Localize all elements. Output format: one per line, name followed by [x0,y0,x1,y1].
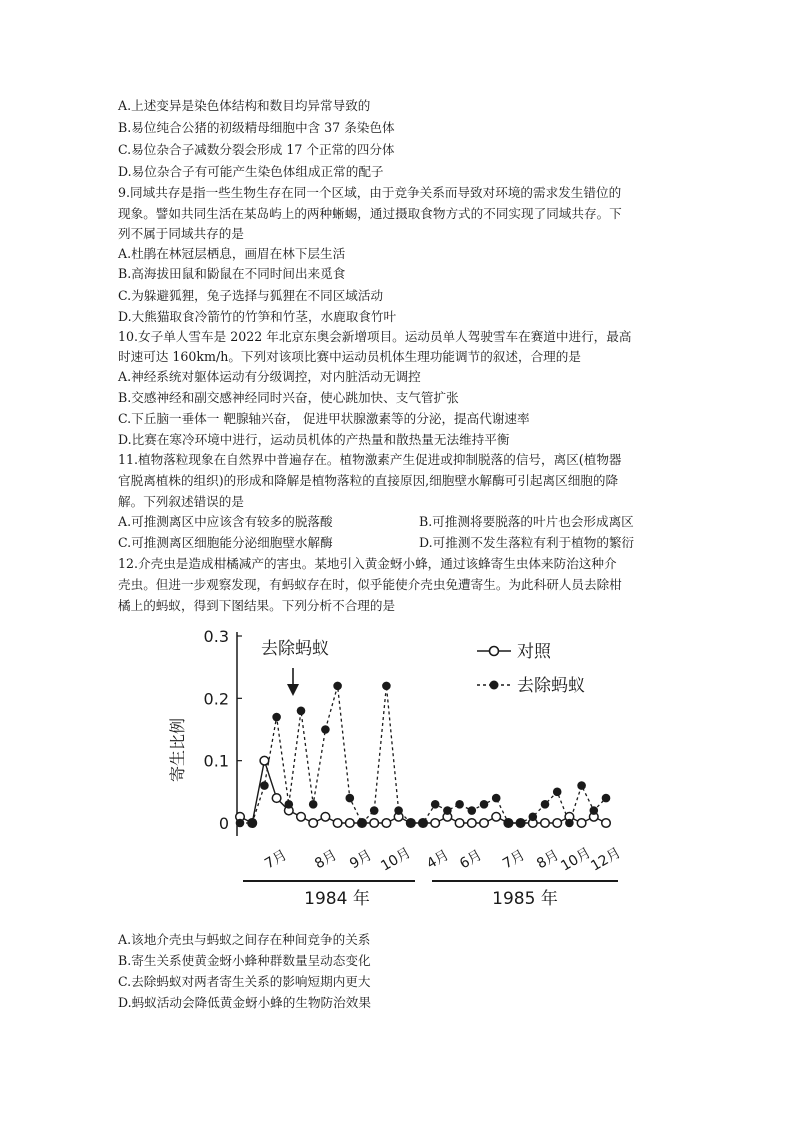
data-point-control [431,819,440,828]
text-line: 9.同域共存是指一些生物生存在同一个区域，由于竞争关系而导致对环境的需求发生错位的 [118,185,622,200]
data-point-removed [516,819,525,828]
text-line: 11.植物落粒现象在自然界中普遍存在。植物激素产生促进或抑制脱落的信号，离区(植物器 [118,452,622,467]
legend-item-control [477,642,552,662]
data-point-control [333,819,342,828]
answer-a: A.该地介壳虫与蚂蚁之间存在种间竞争的关系 [118,932,371,947]
legend-item-removed [477,676,585,696]
data-point-control [468,819,477,828]
data-point-control [346,819,355,828]
x-tick-label: 10月 [378,844,414,875]
data-point-removed [504,819,513,828]
text-line: C.下丘脑一垂体一 靶腺轴兴奋， 促进甲状腺激素等的分泌，提高代谢速率 [118,411,530,426]
data-point-control [455,819,464,828]
data-point-removed [565,819,574,828]
data-point-removed [590,806,599,815]
data-point-removed [321,725,330,734]
option-b: B.可推测将要脱落的叶片也会形成离区 [419,514,634,529]
text-line: A.神经系统对躯体运动有分级调控，对内脏活动无调控 [118,369,421,384]
text-line: A.杜鹃在林冠层栖息，画眉在林下层生活 [118,246,346,261]
x-tick-label: 8月 [534,847,562,873]
text-line: 列不属于同域共存的是 [118,226,244,241]
text-line: 官脱离植株的组织)的形成和降解是植物落粒的直接原因,细胞壁水解酶可引起离区细胞的降 [118,473,619,488]
data-point-control [480,819,489,828]
option-a: A.可推测离区中应该含有较多的脱落酸 [118,514,333,529]
legend-label-removed: 去除蚂蚁 [517,676,585,696]
text-line: 壳虫。但进一步观察发现，有蚂蚁存在时，似乎能使介壳虫免遭寄生。为此科研人员去除柑 [118,577,622,592]
text-line: C.易位杂合子减数分裂会形成 17 个正常的四分体 [118,142,395,157]
text-line: 橘上的蚂蚁，得到下图结果。下列分析不合理的是 [118,598,396,613]
data-point-removed [248,819,257,828]
data-point-removed [443,806,452,815]
x-tick-label: 10月 [558,844,594,875]
text-line: 现象。譬如共同生活在某岛屿上的两种蜥蜴，通过摄取食物方式的不同实现了同域共存。下 [118,206,622,221]
text-line: B.高海拔田鼠和鼢鼠在不同时间出来觅食 [118,266,346,281]
answer-c: C.去除蚂蚁对两者寄生关系的影响短期内更大 [118,974,371,989]
option-d: D.可推测不发生落粒有利于植物的繁衍 [419,535,635,550]
text-line: D.易位杂合子有可能产生染色体组成正常的配子 [118,164,384,179]
open-circle-icon [490,647,499,656]
x-tick-label: 9月 [347,847,375,873]
data-point-control [272,794,281,803]
answer-b: B.寄生关系使黄金蚜小蜂种群数量呈动态变化 [118,953,371,968]
data-point-removed [394,806,403,815]
data-point-control [309,819,318,828]
text-line: D.比赛在寒冷环境中进行，运动员机体的产热量和散热量无法维持平衡 [118,432,510,447]
data-point-control [260,756,269,765]
data-point-removed [285,800,294,809]
data-point-removed [382,682,391,691]
data-point-removed [272,713,281,722]
data-point-removed [358,819,367,828]
text-line: 解。下列叙述错误的是 [118,494,244,509]
filled-circle-icon [490,681,499,690]
legend-label-control: 对照 [517,642,551,662]
data-point-control [382,819,391,828]
data-point-removed [236,819,245,828]
data-point-removed [541,800,550,809]
legend [477,642,585,696]
data-point-removed [602,794,611,803]
option-c: C.可推测离区细胞能分泌细胞壁水解酶 [118,535,333,550]
series-line-removed [240,686,606,823]
data-point-removed [370,806,379,815]
data-point-removed [407,819,416,828]
x-tick-label: 6月 [457,847,485,873]
text-line: 10.女子单人雪车是 2022 年北京东奥会新增项目。运动员单人驾驶雪车在赛道中进行，最高 [118,329,632,344]
text-line: A.上述变异是染色体结构和数目均异常导致的 [118,98,371,113]
y-tick-label: 0.3 [203,627,229,646]
x-tick-label: 4月 [424,847,452,873]
data-point-removed [431,800,440,809]
data-point-removed [577,781,586,790]
text-line: C.为躲避狐狸，兔子选择与狐狸在不同区域活动 [118,288,384,303]
data-point-removed [455,800,464,809]
data-point-control [577,819,586,828]
down-arrow-icon [287,668,299,696]
text-line: B.易位纯合公猪的初级精母细胞中含 37 条染色体 [118,120,395,135]
answer-d: D.蚂蚁活动会降低黄金蚜小蜂的生物防治效果 [118,995,371,1010]
data-point-removed [297,707,306,716]
data-point-removed [529,812,538,821]
chart-axes [237,632,618,881]
data-point-control [553,819,562,828]
data-point-removed [480,800,489,809]
x-tick-label: 12月 [588,844,624,875]
year-label-1985: 1985 年 [492,889,558,909]
y-axis-label: 寄生比例 [168,717,187,783]
text-line: D.大熊猫取食冷箭竹的竹笋和竹茎，水鹿取食竹叶 [118,309,397,324]
parasitism-chart [165,618,635,918]
data-point-removed [468,806,477,815]
data-point-removed [333,682,342,691]
annotation-label: 去除蚂蚁 [261,639,329,659]
data-point-removed [309,800,318,809]
y-tick-label: 0 [218,814,229,833]
text-line: 12.介壳虫是造成柑橘减产的害虫。某地引入黄金蚜小蜂，通过该蜂寄生虫体来防治这种介 [118,556,617,571]
series-line-control [240,761,606,823]
data-point-removed [492,794,501,803]
y-tick-label: 0.2 [203,689,229,709]
data-point-control [602,819,611,828]
data-point-removed [260,781,269,790]
text-line: 时速可达 160km/h。下列对该项比赛中运动员机体生理功能调节的叙述，合理的是 [118,349,581,364]
x-tick-label: 7月 [262,847,290,873]
data-point-control [297,812,306,821]
data-point-control [492,812,501,821]
text-line: B.交感神经和副交感神经同时兴奋，使心跳加快、支气管扩张 [118,390,459,405]
year-label-1984: 1984 年 [304,889,370,909]
data-point-removed [346,794,355,803]
x-tick-label: 7月 [500,847,528,873]
data-point-removed [553,788,562,797]
x-tick-label: 8月 [312,847,340,873]
data-point-control [321,812,330,821]
data-point-control [370,819,379,828]
y-tick-label: 0.1 [203,751,229,771]
data-point-control [541,819,550,828]
data-point-removed [419,819,428,828]
